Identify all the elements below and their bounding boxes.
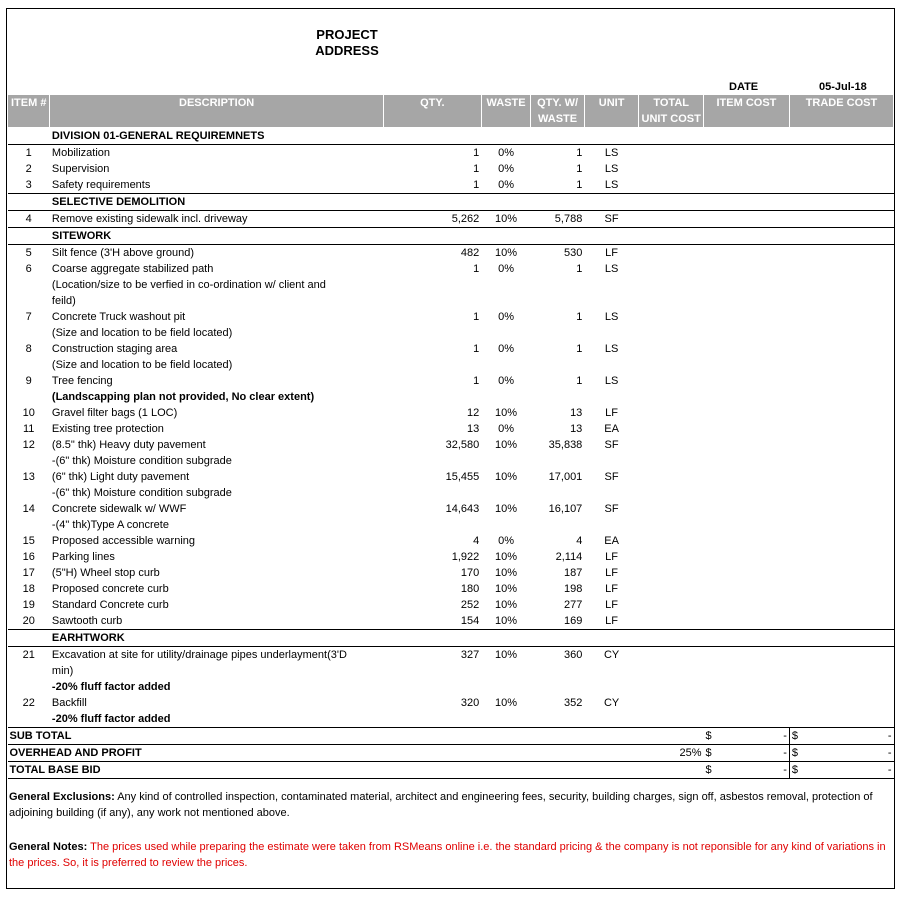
item-waste: 10% (495, 649, 518, 661)
item-note: -20% fluff factor added (51, 713, 171, 725)
summary-label: OVERHEAD AND PROFIT (8, 745, 585, 762)
item-description: Silt fence (3'H above ground) (51, 247, 195, 259)
trade-cost-value: - (887, 730, 892, 742)
item-qty-with-waste: 277 (563, 599, 583, 611)
item-qty: 180 (460, 583, 480, 595)
item-waste: 0% (498, 179, 514, 191)
item-qty: 13 (467, 423, 480, 435)
item-number: 17 (22, 567, 35, 579)
table-row (8, 373, 894, 389)
exclusions-label: General Exclusions: (9, 791, 115, 803)
item-waste: 0% (498, 311, 514, 323)
item-number: 9 (25, 375, 32, 387)
item-unit: LF (605, 567, 618, 579)
summary-row (8, 762, 894, 779)
item-description: (8.5" thk) Heavy duty pavement (51, 439, 206, 451)
table-row (8, 437, 894, 453)
item-qty-with-waste: 4 (576, 535, 583, 547)
item-number: 19 (22, 599, 35, 611)
section-header (8, 128, 894, 145)
item-waste: 0% (498, 343, 514, 355)
table-row (8, 261, 894, 277)
item-waste: 0% (498, 535, 514, 547)
table-row (8, 177, 894, 194)
item-qty: 14,643 (445, 503, 480, 515)
col-waste: WASTE (481, 95, 531, 112)
item-unit: LF (605, 247, 618, 259)
item-qty: 1 (473, 163, 480, 175)
item-qty-with-waste: 1 (576, 263, 583, 275)
date-label: DATE (729, 81, 759, 93)
item-note: -20% fluff factor added (51, 681, 171, 693)
item-qty-with-waste: 5,788 (554, 213, 583, 225)
footer-notes (7, 789, 894, 871)
item-note: -(4" thk)Type A concrete (51, 519, 169, 531)
item-description: Concrete Truck washout pit (51, 311, 186, 323)
item-note: (Landscapping plan not provided, No clear extent) (51, 391, 315, 403)
item-waste: 10% (495, 697, 518, 709)
item-qty: 1 (473, 263, 480, 275)
section-header (8, 194, 894, 211)
estimate-sheet (6, 8, 895, 889)
item-unit: LS (604, 147, 619, 159)
item-number: 15 (22, 535, 35, 547)
item-description: Excavation at site for utility/drainage pipes underlayment(3'D (51, 649, 347, 661)
section-label: SITEWORK (50, 228, 894, 245)
item-number: 18 (22, 583, 35, 595)
item-qty-with-waste: 1 (576, 179, 583, 191)
col-unit: UNIT (584, 95, 639, 112)
item-unit: LF (605, 551, 618, 563)
table-row-note (8, 517, 894, 533)
item-cost-value: - (783, 764, 787, 776)
col-qty-waste-line2: WASTE (531, 111, 585, 128)
item-note: -(6" thk) Moisture condition subgrade (51, 487, 232, 499)
item-description: Sawtooth curb (51, 615, 123, 627)
item-qty-with-waste: 1 (576, 147, 583, 159)
table-row-note (8, 293, 894, 309)
item-description: Backfill (51, 697, 87, 709)
item-description: Proposed accessible warning (51, 535, 196, 547)
col-qty: QTY. (383, 95, 481, 112)
item-qty: 1 (473, 343, 480, 355)
summary-percent (584, 762, 703, 779)
table-row (8, 161, 894, 177)
table-row-note (8, 485, 894, 501)
item-description: Existing tree protection (51, 423, 164, 435)
item-description: Supervision (51, 163, 110, 175)
general-notes (9, 839, 894, 871)
item-number: 10 (22, 407, 35, 419)
table-row (8, 533, 894, 549)
table-row-note (8, 711, 894, 728)
item-note: feild) (51, 295, 76, 307)
summary-percent (584, 728, 703, 745)
item-unit: LS (604, 311, 619, 323)
table-row (8, 581, 894, 597)
item-qty-with-waste: 13 (570, 423, 583, 435)
item-waste: 0% (498, 263, 514, 275)
project-title-line1: PROJECT (316, 27, 378, 42)
item-description: Gravel filter bags (1 LOC) (51, 407, 178, 419)
item-waste: 10% (495, 583, 518, 595)
item-number: 8 (25, 343, 32, 355)
item-unit: LF (605, 407, 618, 419)
item-waste: 10% (495, 247, 518, 259)
item-number: 11 (23, 423, 35, 435)
table-row (8, 695, 894, 711)
item-qty: 15,455 (445, 471, 480, 483)
item-qty: 4 (473, 535, 480, 547)
item-cost-value: - (783, 747, 787, 759)
table-row (8, 245, 894, 262)
item-description: Standard Concrete curb (51, 599, 169, 611)
item-waste: 10% (495, 599, 518, 611)
item-qty: 12 (467, 407, 480, 419)
item-waste: 10% (495, 439, 518, 451)
section-header (8, 228, 894, 245)
estimate-table (7, 94, 894, 779)
table-row (8, 501, 894, 517)
item-waste: 10% (495, 407, 518, 419)
trade-cost-value: - (887, 764, 892, 776)
currency-symbol: $ (705, 747, 712, 759)
item-note: (Size and location to be field located) (51, 359, 233, 371)
item-unit: SF (604, 439, 619, 451)
col-trade-cost: TRADE COST (789, 95, 893, 112)
item-number: 3 (25, 179, 32, 191)
notes-text: The prices used while preparing the estimate were taken from RSMeans online i.e. the standard pricing & the company is not reponsible for any kind of variations in the prices. So, it is preferred to review the prices. (9, 841, 886, 869)
item-unit: LS (604, 179, 619, 191)
summary-label: TOTAL BASE BID (8, 762, 585, 779)
item-waste: 0% (498, 375, 514, 387)
table-row (8, 565, 894, 581)
item-description: Proposed concrete curb (51, 583, 169, 595)
table-row (8, 341, 894, 357)
item-qty-with-waste: 169 (563, 615, 583, 627)
item-number: 13 (22, 471, 35, 483)
table-row-note (8, 277, 894, 293)
table-row (8, 613, 894, 630)
item-description: Mobilization (51, 147, 111, 159)
item-qty-with-waste: 16,107 (548, 503, 583, 515)
item-qty: 1 (473, 375, 480, 387)
table-row-note (8, 357, 894, 373)
table-row (8, 145, 894, 162)
item-note: (Location/size to be verfied in co-ordination w/ client and (51, 279, 326, 291)
item-unit: LF (605, 615, 618, 627)
item-unit: LS (604, 163, 619, 175)
table-row-note (8, 389, 894, 405)
item-waste: 10% (495, 503, 518, 515)
table-row (8, 647, 894, 664)
item-qty: 482 (460, 247, 480, 259)
item-waste: 0% (498, 147, 514, 159)
project-address-title (307, 27, 387, 59)
project-title-line2: ADDRESS (315, 43, 379, 58)
item-unit: SF (604, 213, 619, 225)
item-number: 2 (25, 163, 32, 175)
item-number: 12 (22, 439, 35, 451)
item-waste: 0% (498, 423, 514, 435)
item-qty-with-waste: 352 (563, 697, 583, 709)
item-waste: 0% (498, 163, 514, 175)
section-label: DIVISION 01-GENERAL REQUIREMNETS (50, 128, 894, 145)
item-unit: LS (604, 263, 619, 275)
item-qty: 170 (460, 567, 480, 579)
item-qty: 1 (473, 147, 480, 159)
trade-cost-value: - (887, 747, 892, 759)
item-waste: 10% (495, 551, 518, 563)
table-row (8, 549, 894, 565)
item-unit: LS (604, 343, 619, 355)
item-unit: LS (604, 375, 619, 387)
item-qty-with-waste: 2,114 (555, 551, 583, 563)
item-number: 16 (22, 551, 35, 563)
item-number: 7 (25, 311, 32, 323)
item-qty: 252 (460, 599, 480, 611)
notes-label: General Notes: (9, 841, 88, 853)
item-cost-value: - (783, 730, 787, 742)
currency-symbol: $ (705, 730, 712, 742)
item-qty-with-waste: 1 (576, 163, 583, 175)
item-description: (6" thk) Light duty pavement (51, 471, 190, 483)
item-qty-with-waste: 1 (576, 311, 583, 323)
item-unit: CY (603, 649, 620, 661)
item-unit: SF (604, 503, 619, 515)
section-label: EARHTWORK (50, 630, 894, 647)
section-label: SELECTIVE DEMOLITION (50, 194, 894, 211)
item-description: Remove existing sidewalk incl. driveway (51, 213, 248, 225)
item-qty: 320 (460, 697, 480, 709)
col-total-unit-cost: TOTAL (639, 95, 704, 112)
item-note: -(6" thk) Moisture condition subgrade (51, 455, 232, 467)
item-description: Safety requirements (51, 179, 151, 191)
general-exclusions (9, 789, 894, 821)
date-value: 05-Jul-18 (819, 81, 867, 93)
table-row-note (8, 679, 894, 695)
item-qty-with-waste: 1 (576, 343, 583, 355)
item-number: 22 (22, 697, 35, 709)
table-row (8, 421, 894, 437)
item-waste: 10% (495, 213, 518, 225)
item-unit: SF (604, 471, 619, 483)
item-qty: 32,580 (445, 439, 480, 451)
col-item-cost: ITEM COST (704, 95, 790, 112)
item-description: Coarse aggregate stabilized path (51, 263, 214, 275)
item-note: (Size and location to be field located) (51, 327, 233, 339)
item-description: Concrete sidewalk w/ WWF (51, 503, 187, 515)
table-row (8, 469, 894, 485)
section-header (8, 630, 894, 647)
item-unit: CY (603, 697, 620, 709)
currency-symbol: $ (791, 730, 798, 742)
item-qty: 1,922 (451, 551, 480, 563)
item-qty-with-waste: 530 (563, 247, 583, 259)
summary-row (8, 728, 894, 745)
item-note: min) (51, 665, 74, 677)
item-qty: 1 (473, 311, 480, 323)
item-number: 20 (22, 615, 35, 627)
item-number: 14 (22, 503, 35, 515)
item-qty-with-waste: 187 (563, 567, 583, 579)
table-row (8, 309, 894, 325)
item-qty-with-waste: 198 (563, 583, 583, 595)
item-qty-with-waste: 1 (576, 375, 583, 387)
summary-row (8, 745, 894, 762)
item-number: 5 (25, 247, 32, 259)
item-qty: 1 (473, 179, 480, 191)
item-unit: LF (605, 599, 618, 611)
item-description: Parking lines (51, 551, 115, 563)
item-unit: LF (605, 583, 618, 595)
table-row-note (8, 453, 894, 469)
item-qty: 154 (460, 615, 480, 627)
item-qty-with-waste: 360 (563, 649, 583, 661)
item-description: (5"H) Wheel stop curb (51, 567, 160, 579)
table-row (8, 211, 894, 228)
currency-symbol: $ (705, 764, 712, 776)
item-waste: 10% (495, 615, 518, 627)
col-qty-waste: QTY. W/ (531, 95, 585, 112)
currency-symbol: $ (791, 747, 798, 759)
table-row-note (8, 663, 894, 679)
item-qty: 5,262 (451, 213, 480, 225)
item-qty: 327 (460, 649, 480, 661)
item-description: Construction staging area (51, 343, 178, 355)
summary-percent: 25% (584, 745, 703, 762)
col-description: DESCRIPTION (50, 95, 383, 112)
exclusions-text: Any kind of controlled inspection, contaminated material, architect and engineering fees, security, building charges, sign off, asbestos removal, protection of adjoining building (if any), any work not mentioned above. (9, 791, 873, 819)
item-waste: 10% (495, 567, 518, 579)
col-total-unit-cost-line2: UNIT COST (639, 111, 704, 128)
item-qty-with-waste: 17,001 (548, 471, 583, 483)
item-qty-with-waste: 35,838 (548, 439, 583, 451)
item-number: 21 (22, 649, 35, 661)
item-number: 6 (25, 263, 32, 275)
item-description: Tree fencing (51, 375, 113, 387)
item-unit: EA (604, 423, 619, 435)
table-row-note (8, 325, 894, 341)
currency-symbol: $ (791, 764, 798, 776)
table-row (8, 597, 894, 613)
item-number: 1 (25, 147, 32, 159)
item-unit: EA (604, 535, 619, 547)
item-qty-with-waste: 13 (570, 407, 583, 419)
item-waste: 10% (495, 471, 518, 483)
table-row (8, 405, 894, 421)
col-item: ITEM # (8, 95, 50, 112)
item-number: 4 (25, 213, 32, 225)
summary-label: SUB TOTAL (8, 728, 585, 745)
